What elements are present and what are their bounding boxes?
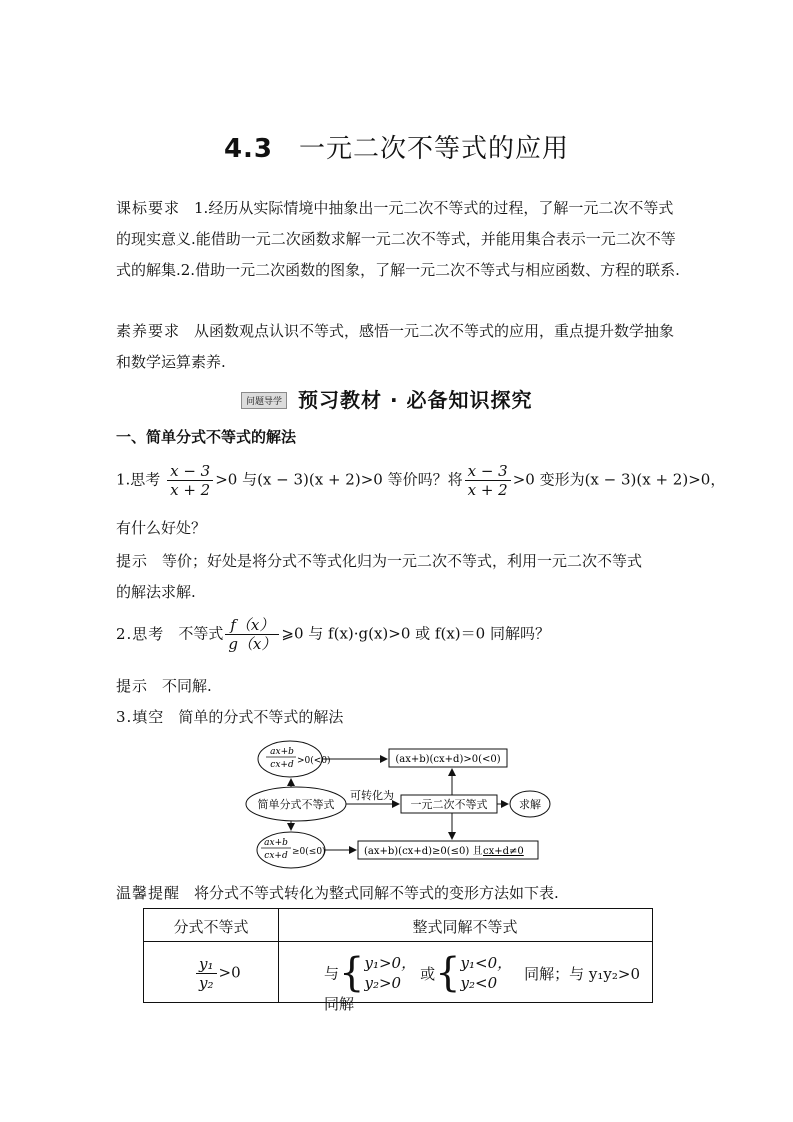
hint2-label: 提示 [116, 677, 149, 695]
section-number: 4.3 [223, 134, 274, 164]
banner-title: 预习教材 · 必备知识探究 [298, 388, 533, 412]
bot-box-text-a: (ax+b)(cx+d)≥0(≤0) 且 [364, 846, 483, 857]
section-heading: 一、简单分式不等式的解法 [116, 428, 297, 446]
bot-ellipse-den: cx+d [264, 851, 288, 861]
table-header-1: 分式不等式 [173, 918, 249, 936]
cell2-b2: y₂<0 [460, 974, 498, 992]
literacy-label: 素养要求 [116, 322, 181, 340]
tip [116, 882, 559, 903]
q1-frac-den-b: x + 2 [467, 481, 508, 499]
q2-pre: 不等式 [178, 624, 224, 643]
cell2-or: 或 [420, 964, 436, 983]
q2-frac-num: f（x） [225, 616, 279, 635]
tip-label: 温馨提醒 [116, 884, 181, 902]
q1-line2: 有什么好处？ [116, 519, 207, 537]
cell1-rel: >0 [218, 963, 241, 982]
mid-box-text: 一元二次不等式 [410, 798, 488, 811]
q1-prefix: 1.思考 [116, 470, 161, 489]
tip-text: 将分式不等式转化为整式同解不等式的变形方法如下表. [194, 884, 559, 902]
q1-frac-den: x + 2 [170, 481, 211, 499]
curriculum-text: 1.经历从实际情境中抽象出一元二次不等式的过程，了解一元二次不等式的现实意义.能借助一元二次函数求解一元二次不等式，并能用集合表示一元二次不等式的解集.2.借助一元二次函数的图象，了解一元二次不等式与相应函数、方程的联系. [116, 199, 680, 279]
hint1-line2: 的解法求解. [116, 583, 196, 601]
table-cell-equivalent: 与{ y₁>0， y₂>0 或{ y₁<0， y₂<0 同解；与 y₁y₂>0 同解 [324, 950, 641, 1013]
banner-tag: 问题导学 [241, 392, 287, 409]
fill-prefix: 3.填空 [116, 708, 165, 726]
cell2-a1: y₁>0， [364, 954, 417, 972]
top-ellipse-num: ax+b [270, 747, 294, 757]
table-header-2: 整式同解不等式 [412, 918, 518, 936]
arrow-label: 可转化为 [350, 789, 394, 802]
bot-box-text-b: cx+d≠0 [483, 846, 524, 857]
q1-frac-num-b: x − 3 [465, 462, 511, 481]
curriculum-label: 课标要求 [116, 199, 181, 217]
table-cell-fraction [194, 955, 241, 992]
q2-frac-den: g（x） [228, 635, 277, 653]
solve-text: 求解 [519, 798, 541, 811]
bot-ellipse-rel: ≥0(≤0) [292, 847, 326, 857]
hint2-text: 不同解. [162, 677, 212, 695]
q1-mid2: >0 变形为(x − 3)(x + 2)>0， [512, 470, 726, 489]
q2-post: ⩾0 与 f(x)·g(x)>0 或 f(x)＝0 同解吗？ [281, 624, 550, 643]
bot-ellipse-num: ax+b [264, 838, 288, 848]
hint1-line1: 等价；好处是将分式不等式化归为一元二次不等式，利用一元二次不等式 [162, 552, 643, 570]
cell2-a2: y₂>0 [364, 974, 402, 992]
cell2-tail: 同解；与 y₁y₂>0 同解 [324, 964, 641, 1013]
q1-mid1: >0 与(x − 3)(x + 2)>0 等价吗？将 [215, 470, 463, 489]
q2-prefix: 2.思考 [116, 624, 165, 643]
top-box-text: (ax+b)(cx+d)>0(<0) [395, 754, 501, 765]
cell2-with: 与 [324, 964, 340, 983]
q1-frac-num: x − 3 [167, 462, 213, 481]
cell1-num: y₁ [196, 955, 217, 974]
literacy-text: 从函数观点认识不等式，感悟一元二次不等式的应用，重点提升数学抽象和数学运算素养. [116, 322, 675, 371]
section-title: 一元二次不等式的应用 [299, 134, 570, 164]
cell1-den: y₂ [199, 974, 214, 992]
conversion-table [143, 908, 653, 1013]
top-ellipse-den: cx+d [270, 760, 294, 770]
mid-ellipse-text: 简单分式不等式 [257, 798, 335, 811]
table-row-divider [144, 941, 652, 942]
fill-text: 简单的分式不等式的解法 [178, 708, 344, 726]
top-ellipse-rel: >0(<0) [297, 756, 331, 766]
hint1-label: 提示 [116, 552, 149, 570]
cell2-b1: y₁<0， [460, 954, 513, 972]
